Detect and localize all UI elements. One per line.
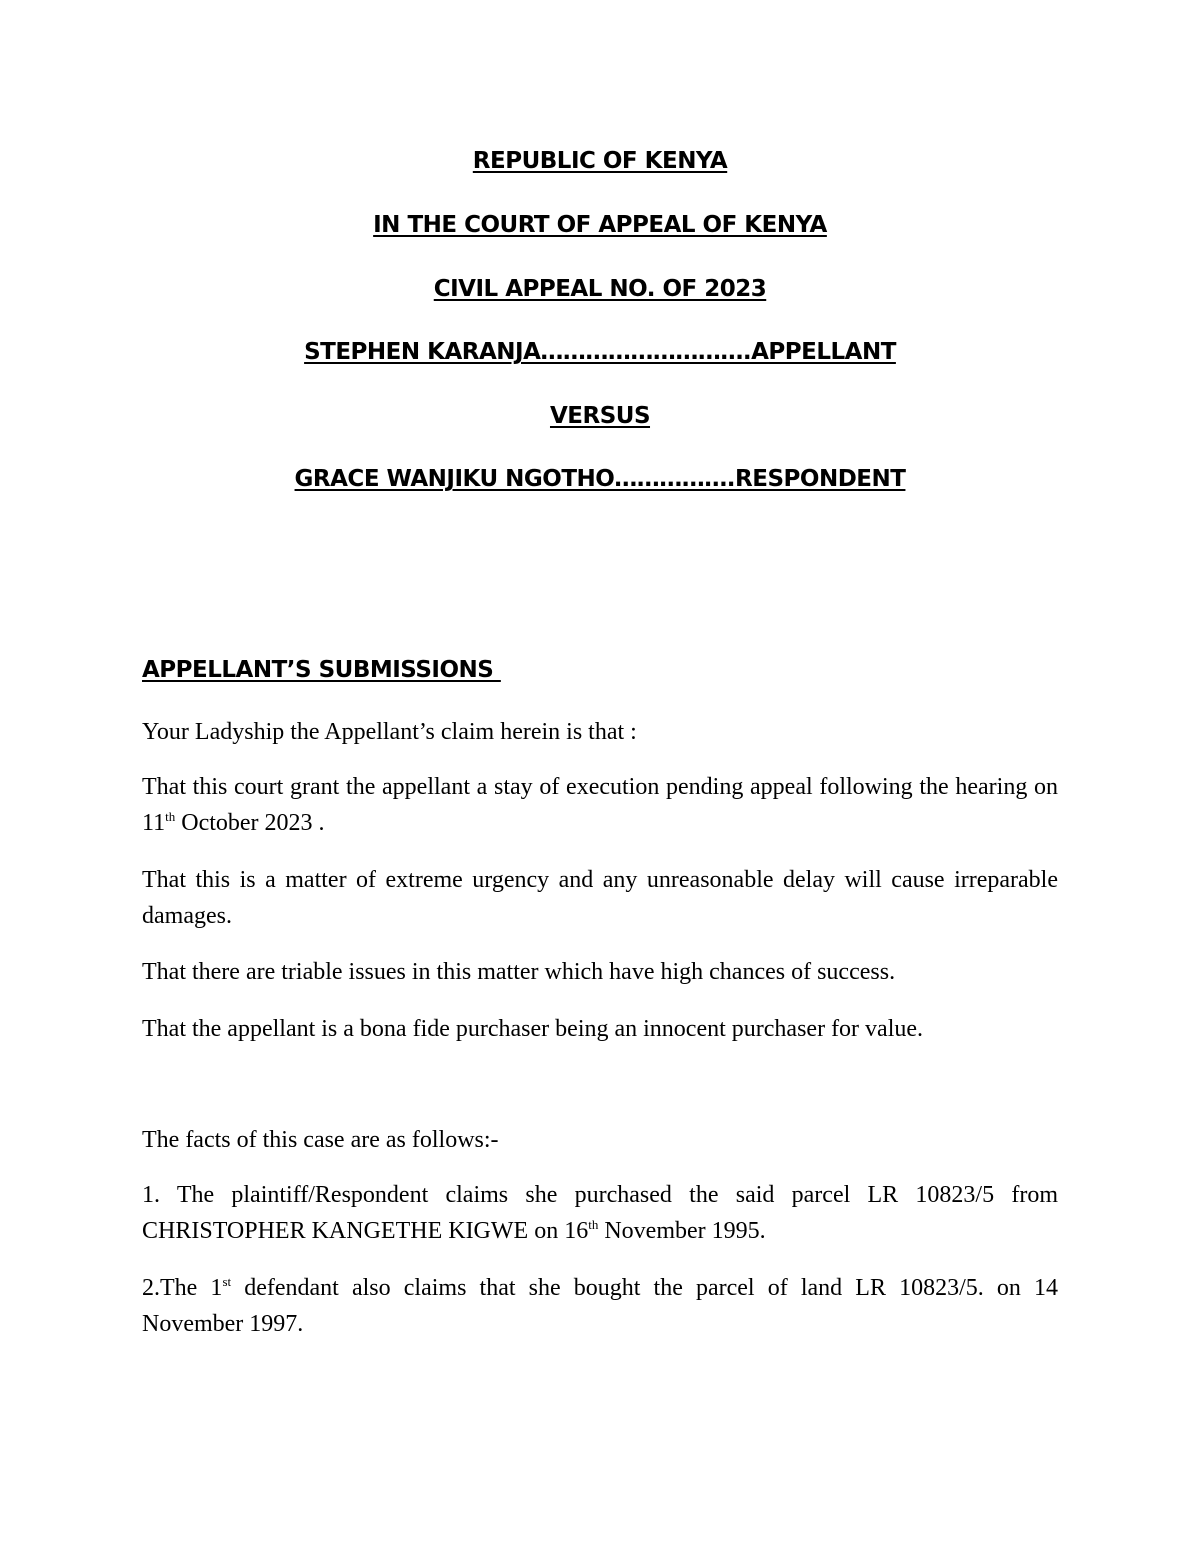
fact1-text: 1. The plaintiff/Respondent claims she purchased the said parcel LR 10823/5 from CHRISTOPHER KANGETHE KIGWE on 16 xyxy=(142,1182,1058,1244)
facts-intro: The facts of this case are as follows:- xyxy=(142,1127,499,1153)
claim1-date: October 2023 . xyxy=(175,810,325,836)
fact-2 xyxy=(142,1270,1058,1342)
claim-triable-issues: That there are triable issues in this matter which have high chances of success. xyxy=(142,959,896,985)
claim-bona-fide-purchaser: That the appellant is a bona fide purchaser being an innocent purchaser for value. xyxy=(142,1016,924,1042)
court-title: IN THE COURT OF APPEAL OF KENYA xyxy=(373,212,827,238)
case-number: CIVIL APPEAL NO. OF 2023 xyxy=(433,276,767,302)
fact1-date: November 1995. xyxy=(598,1218,766,1244)
claim-stay-of-execution xyxy=(142,769,1058,841)
submissions-intro: Your Ladyship the Appellant’s claim herein is that : xyxy=(142,719,637,745)
claim-urgency: That this is a matter of extreme urgency and any unreasonable delay will cause irreparable damages. xyxy=(142,867,1058,929)
claim1-text: That this court grant the appellant a stay of execution pending appeal following the hearing on 11 xyxy=(142,774,1058,836)
versus-line: VERSUS xyxy=(549,403,651,429)
submissions-heading: APPELLANT’S SUBMISSIONS xyxy=(142,657,501,683)
fact-1 xyxy=(142,1177,1058,1249)
claim1-superscript: th xyxy=(165,809,176,824)
fact2-rest: defendant also claims that she bought the parcel of land LR 10823/5. on 14 November 1997. xyxy=(142,1275,1058,1337)
republic-title: REPUBLIC OF KENYA xyxy=(472,148,728,174)
fact2-superscript: st xyxy=(222,1274,232,1289)
fact2-text: 2.The 1 xyxy=(142,1275,223,1301)
respondent-line: GRACE WANJIKU NGOTHO…………….RESPONDENT xyxy=(294,466,906,492)
fact1-superscript: th xyxy=(588,1217,599,1232)
appellant-line: STEPHEN KARANJA……………………….APPELLANT xyxy=(304,339,896,365)
